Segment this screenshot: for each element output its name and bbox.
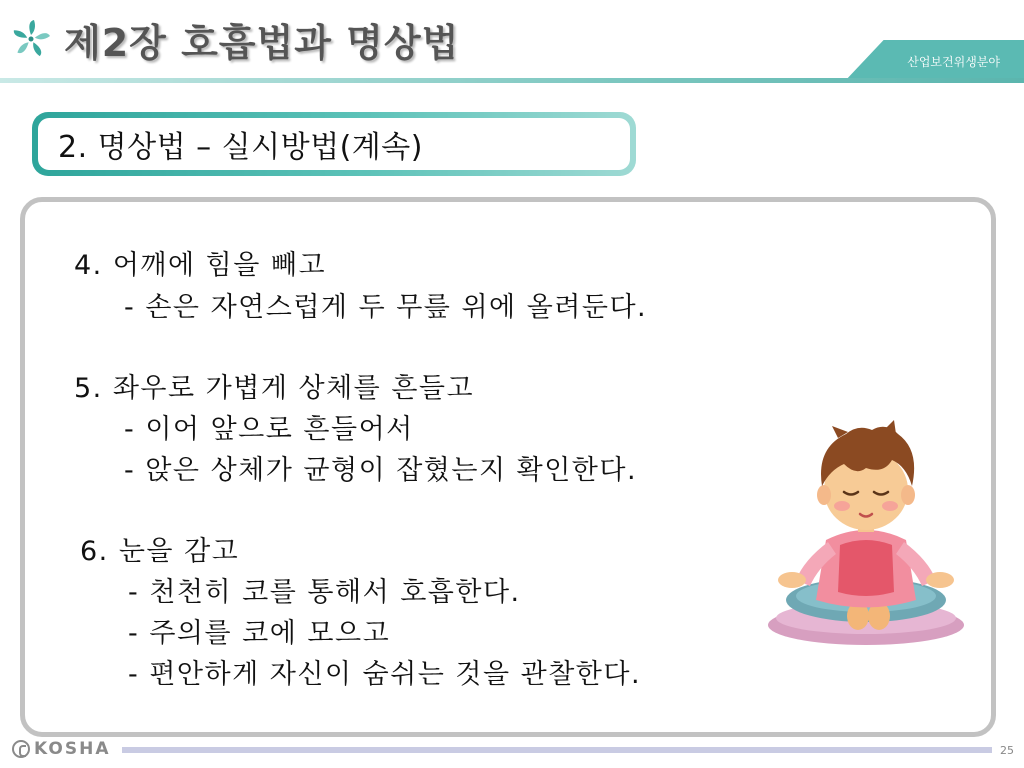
section-title-box	[32, 112, 636, 176]
field-label: 산업보건위생분야	[907, 55, 1000, 69]
header-divider	[0, 78, 1024, 83]
step-5-detail-1: - 이어 앞으로 흔들어서	[124, 414, 414, 445]
step-6-detail-3: - 편안하게 자신이 숨쉬는 것을 관찰한다.	[128, 659, 642, 690]
step-5-heading: 5. 좌우로 가볍게 상체를 흔들고	[74, 373, 475, 404]
section-title: 2. 명상법 – 실시방법(계속)	[58, 130, 423, 165]
meditating-person-icon	[766, 420, 976, 648]
step-6-detail-1: - 천천히 코를 통해서 호흡한다.	[128, 577, 521, 608]
step-5-detail-2: - 앉은 상체가 균형이 잡혔는지 확인한다.	[124, 455, 638, 486]
kosha-logo-text: KOSHA	[34, 739, 111, 759]
kosha-logo	[12, 738, 111, 760]
footer-bar	[122, 747, 992, 753]
kosha-emblem-icon	[12, 740, 30, 758]
page-number: 25	[1000, 744, 1014, 757]
step-4-heading: 4. 어깨에 힘을 빼고	[74, 250, 327, 281]
section-title-inner	[38, 118, 630, 170]
step-4-detail: - 손은 자연스럽게 두 무릎 위에 올려둔다.	[124, 292, 648, 323]
step-6-heading: 6. 눈을 감고	[80, 536, 240, 567]
slide-title: 제2장 호흡법과 명상법	[64, 21, 460, 65]
pinwheel-logo-icon	[10, 18, 52, 60]
step-6-detail-2: - 주의를 코에 모으고	[128, 618, 391, 649]
